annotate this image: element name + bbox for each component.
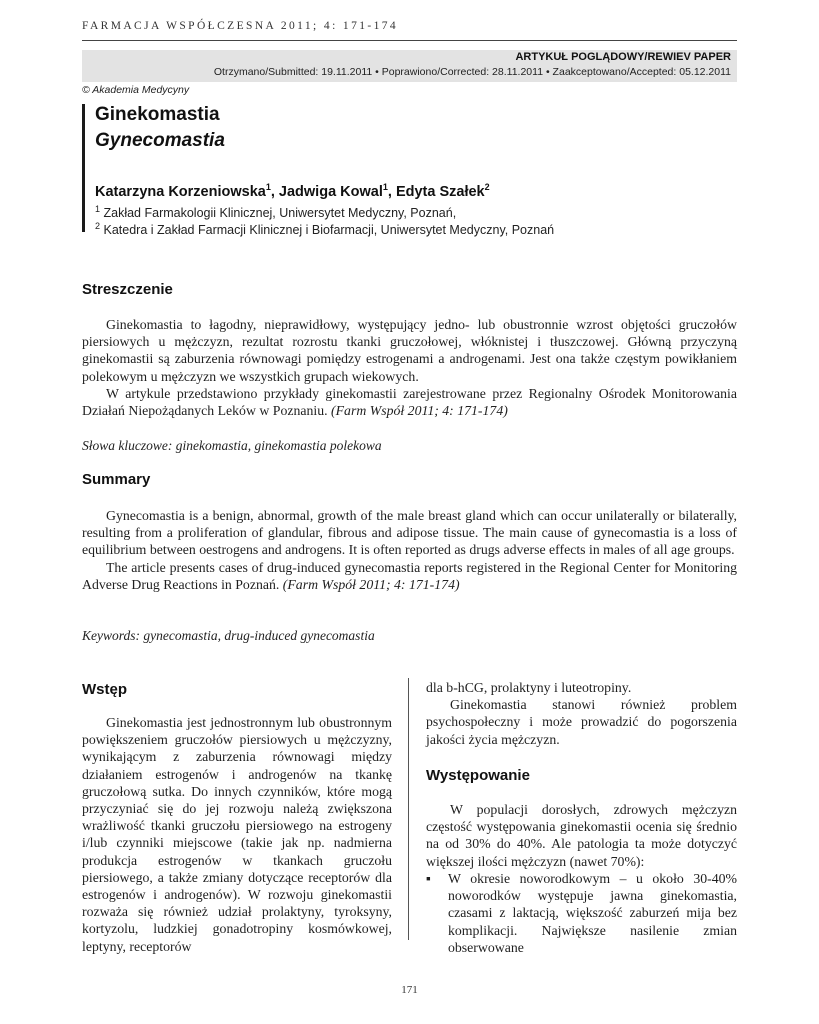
title-english: Gynecomastia — [95, 130, 225, 151]
list-item-text: W okresie noworodkowym – u około 30-40% noworodków występuje jawna ginekomastia, czasami z laktacją, większość zaburzeń mija bez komplikacji. Największe nasilenie zmian obserwowane — [448, 871, 737, 955]
wstep-paragraph-1: Ginekomastia jest jednostronnym lub obustronnym powiększeniem gruczołów piersiowych u mężczyzny, wynikającym z zaburzenia równowagi między działaniem estrogenów i androgenów na tkankę gruczołową sutka. Do innych czynników, które mogą przyczyniać się do jej rozwoju należą zwiększona wrażliwość tkanki gruczołu piersiowego na estrogeny i/lub czynniki miejscowe (takie jak np. nadmierna produkcja estrogenów w tkankach gruczołu piersiowego, a także zmiany dotyczące receptorów dla estrogenów i androgenów). W rozwoju ginekomastii rozważa się również udział prolaktyny, tyroksyny, kortyzolu, ludzkiej gonadotropiny kosmówkowej, leptyny, receptorów — [82, 715, 392, 954]
abstract-pl-heading: Streszczenie — [82, 281, 173, 298]
abstract-en-paragraph-1: Gynecomastia is a benign, abnormal, growth of the male breast gland which can occur unilaterally or bilaterally, resulting from a proliferation of glandular, fibrous and adipose tissue. The main cause of gynecomastia is a loss of equilibrium between oestrogens and androgens. It is often reported as drugs adverse effects in males of all age groups. — [82, 508, 737, 558]
copyright-notice: © Akademia Medycyny — [82, 84, 190, 96]
section-heading-wstep: Wstęp — [82, 681, 127, 698]
right-column-top — [426, 679, 737, 748]
submission-dates: Otrzymano/Submitted: 19.11.2011 • Poprawiono/Corrected: 28.11.2011 • Zaakceptowano/Accepted: 05.12.2011 — [213, 66, 731, 78]
keywords-pl: Słowa kluczowe: ginekomastia, ginekomastia polekowa — [82, 438, 382, 453]
abstract-pl-citation: (Farm Współ 2011; 4: 171-174) — [327, 403, 508, 419]
affiliation-number: 2 — [95, 221, 101, 231]
page-number: 171 — [401, 984, 418, 996]
abstract-pl-paragraph-1: Ginekomastia to łagodny, nieprawidłowy, występujący jedno- lub obustronnie wzrost objętości gruczołów piersiowych u mężczyzn, rezultat rozrostu tkanki gruczołowej, włóknistej i tłuszczowej. Główną przyczyną ginekomastii są zaburzenia równowagi pomiędzy estrogenami a androgenami. Jest ona także częstym powikłaniem polekowym u mężczyzn we wszystkich grupach wiekowych. — [82, 317, 737, 384]
article-type: ARTYKUŁ POGLĄDOWY/REWIEV PAPER — [515, 51, 731, 63]
abstract-pl-paragraph-2-text: W artykule przedstawiono przykłady ginekomastii zarejestrowane przez Regionalny Ośrodek Monitorowania Działań Niepożądanych Leków w Poznaniu. — [82, 385, 737, 419]
affiliation-2 — [95, 221, 554, 237]
wystepowanie-paragraph-1: W populacji dorosłych, zdrowych mężczyzn częstość występowania ginekomastii ocenia się średnio na od 30% do 40%. Ale patologia ta może dotyczyć większej ilości mężczyzn (nawet 70%): — [426, 802, 737, 869]
author-name: Katarzyna Korzeniowska — [95, 183, 266, 200]
journal-citation: FARMACJA WSPÓŁCZESNA 2011; 4: 171-174 — [82, 20, 399, 32]
author-name: Edyta Szałek — [395, 183, 485, 200]
left-column-body — [82, 714, 392, 955]
wystepowanie-body — [426, 801, 737, 870]
abstract-en-body — [82, 507, 737, 593]
affiliation-text: Zakład Farmakologii Klinicznej, Uniwersytet Medyczny, Poznań, — [100, 206, 457, 221]
author-separator: , — [270, 183, 279, 200]
keywords-en: Keywords: gynecomastia, drug-induced gynecomastia — [82, 628, 375, 643]
author-name: Jadwiga Kowal — [278, 183, 383, 200]
abstract-en-paragraph-2-text: The article presents cases of drug-induced gynecomastia reports registered in the Regional Center for Monitoring Adverse Drug Reactions in Poznań. — [82, 559, 737, 592]
affiliation-1 — [95, 204, 456, 220]
abstract-pl-body — [82, 316, 737, 419]
affiliation-ref: 2 — [484, 182, 490, 192]
abstract-en-paragraph-2 — [82, 559, 737, 593]
right-col-continuation: dla b-hCG, prolaktyny i luteotropiny. — [426, 680, 632, 695]
incidence-list — [426, 870, 737, 956]
header-divider — [82, 40, 737, 41]
title-polish: Ginekomastia — [95, 104, 220, 125]
section-heading-wystepowanie: Występowanie — [426, 767, 530, 784]
author-list — [95, 182, 490, 200]
affiliation-text: Katedra i Zakład Farmacji Klinicznej i Biofarmacji, Uniwersytet Medyczny, Poznań — [100, 223, 555, 238]
list-item — [426, 870, 737, 956]
affiliation-number: 1 — [95, 204, 101, 214]
bullet-square-icon: ▪ — [426, 871, 431, 886]
affiliation-ref: 1 — [382, 182, 388, 192]
right-col-paragraph-1: Ginekomastia stanowi również problem psychospołeczny i może prowadzić do pogorszenia jakości życia mężczyzn. — [426, 697, 737, 747]
abstract-en-citation: (Farm Współ 2011; 4: 171-174) — [279, 576, 460, 592]
affiliation-ref: 1 — [265, 182, 271, 192]
author-separator: , — [387, 183, 396, 200]
column-divider — [408, 678, 409, 940]
abstract-pl-paragraph-2 — [82, 385, 737, 419]
abstract-en-heading: Summary — [82, 471, 151, 488]
title-accent-bar — [82, 104, 85, 232]
